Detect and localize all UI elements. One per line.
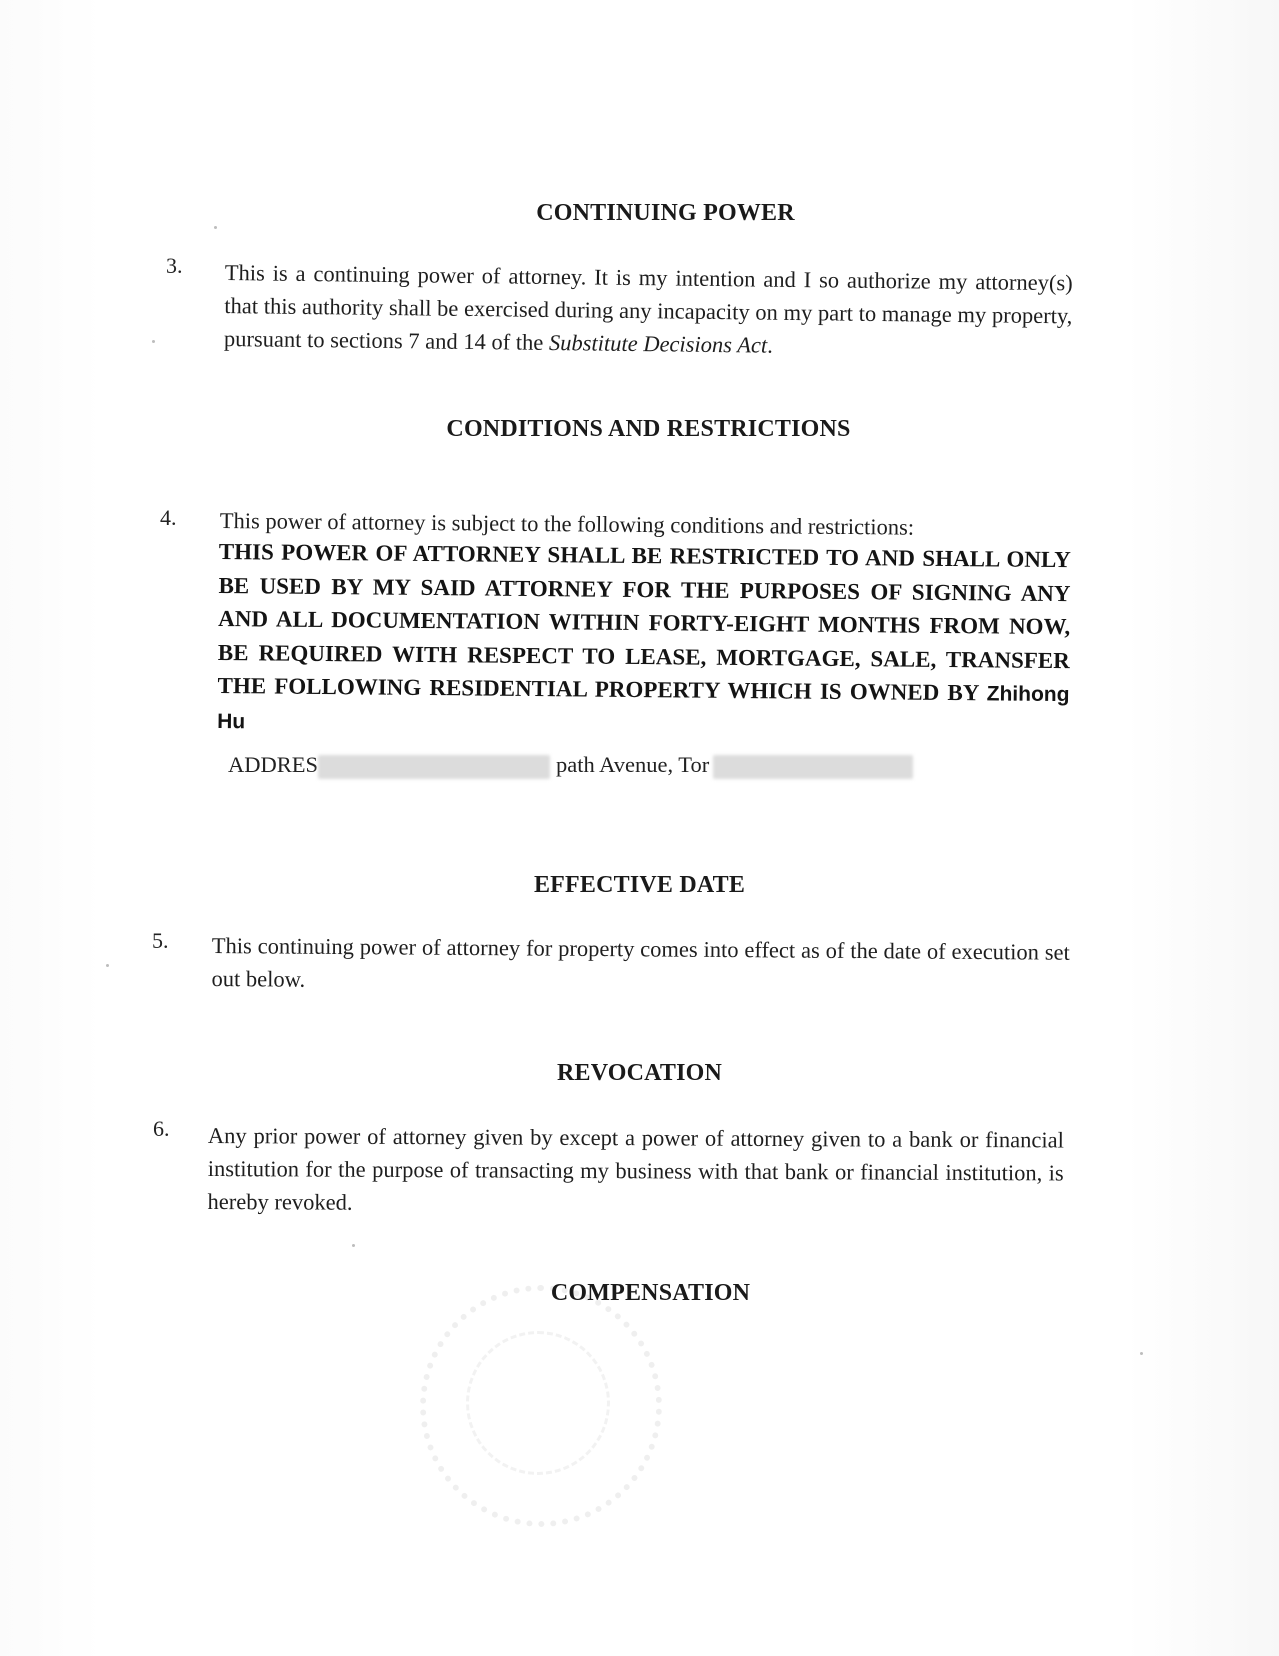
- owner-name: Zhihong Hu: [217, 682, 1070, 733]
- effective-date-paragraph: This continuing power of attorney for property comes into effect as of the date of execution set out below.: [211, 932, 1070, 992]
- clause-number-6: 6.: [153, 1116, 170, 1141]
- continuing-power-text: This is a continuing power of attorney. It is my intention and I so authorize my attorney(s) that this authority shall be exercised during any incapacity on my part to manage my property, pursuant to sections 7 and 14 of the: [223, 259, 1073, 355]
- continuing-power-heading: CONTINUING POWER: [536, 200, 795, 226]
- scan-speck: [352, 1244, 355, 1247]
- clause-number-5: 5.: [152, 928, 169, 953]
- effective-date-heading: EFFECTIVE DATE: [533, 872, 746, 898]
- substitute-decisions-act-title: Substitute Decisions Act: [548, 329, 768, 358]
- clause-number-3: 3.: [166, 253, 183, 278]
- clause-number-4: 4.: [160, 505, 177, 530]
- revocation-paragraph: Any prior power of attorney given by except a power of attorney given to a bank or financial institution for the purpose of transacting my business with that bank or financial institution, is hereby revoked.: [207, 1123, 1064, 1215]
- scan-speck: [152, 340, 155, 343]
- scan-speck: [106, 964, 109, 967]
- scan-speck: [1140, 1352, 1143, 1355]
- continuing-power-paragraph: [224, 256, 1073, 365]
- notary-seal-impression: [420, 1285, 662, 1527]
- address-label: ADDRES: [228, 752, 319, 777]
- property-address: [228, 752, 913, 779]
- compensation-heading: COMPENSATION: [550, 1280, 751, 1306]
- redaction-block: [713, 755, 913, 779]
- address-street: path Avenue, Tor: [556, 752, 710, 777]
- redaction-block: [318, 755, 550, 779]
- continuing-power-text-end: .: [767, 332, 773, 358]
- restriction-text: THIS POWER OF ATTORNEY SHALL BE RESTRICTED TO AND SHALL ONLY BE USED BY MY SAID ATTORNEY FOR THE PURPOSES OF SIGNING ANY AND ALL DOCUMENTATION WITHIN FORTY-EIGHT MONTHS FROM NOW, BE REQUIRED WITH RESPECT TO LEASE, MORTGAGE, SALE, TRANSFER THE FOLLOWING RESIDENTIAL PROPERTY WHICH IS OWNED BY: [217, 538, 1071, 706]
- conditions-heading: CONDITIONS AND RESTRICTIONS: [446, 416, 851, 442]
- restriction-paragraph: [217, 535, 1071, 746]
- conditions-intro: This power of attorney is subject to the following conditions and restrictions:: [219, 507, 915, 540]
- revocation-heading: REVOCATION: [556, 1060, 723, 1086]
